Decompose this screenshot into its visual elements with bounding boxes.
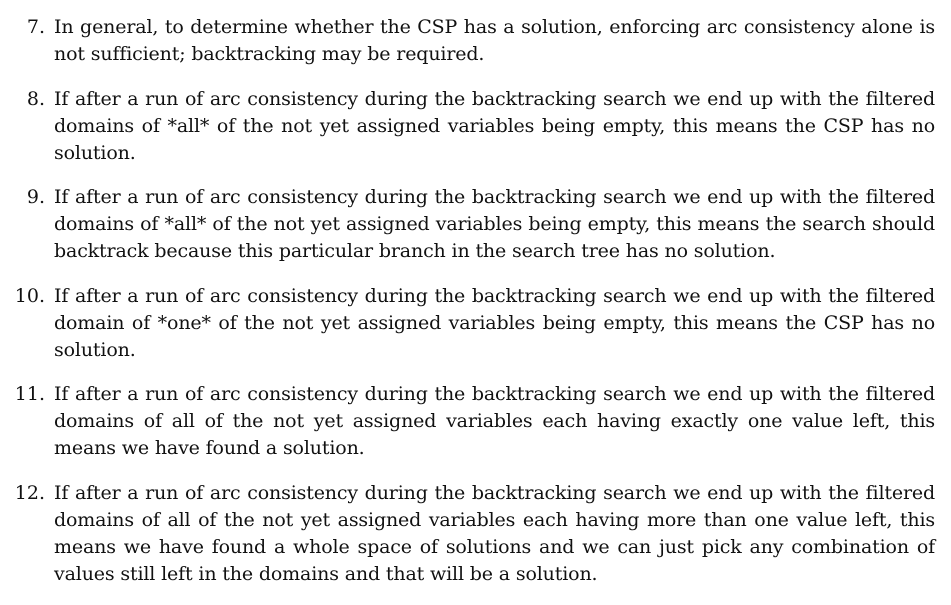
list-item-11 [0, 381, 951, 462]
item-text [54, 86, 935, 167]
question-list [0, 14, 951, 605]
item-text [54, 381, 935, 462]
text-line: solution. [54, 141, 136, 164]
item-number: 10. [14, 284, 45, 307]
text-line: values still left in the domains and that will be a solution. [54, 562, 598, 585]
item-number: 11. [14, 383, 45, 405]
item-text [54, 283, 935, 364]
list-item-8 [0, 86, 951, 167]
text-line: domains of all of the not yet assigned variables each having more than one value left, this [54, 508, 935, 531]
list-item-7 [0, 14, 951, 68]
list-item-9 [0, 184, 951, 265]
text-line: In general, to determine whether the CSP has a solution, enforcing arc consistency alone is [54, 16, 935, 38]
text-line: domains of *all* of the not yet assigned variables being empty, this means the search should [54, 213, 935, 235]
text-line: domains of *all* of the not yet assigned variables being empty, this means the CSP has no [54, 114, 935, 137]
item-number: 12. [14, 481, 45, 504]
text-line: not sufficient; backtracking may be required. [54, 43, 485, 65]
text-line: If after a run of arc consistency during the backtracking search we end up with the filtered [54, 284, 935, 307]
text-line: means we have found a whole space of solutions and we can just pick any combination of [54, 535, 935, 558]
text-line: If after a run of arc consistency during the backtracking search we end up with the filtered [54, 383, 935, 405]
list-item-12 [0, 480, 951, 588]
list-item-10 [0, 283, 951, 364]
text-line: domains of all of the not yet assigned variables each having exactly one value left, this means [54, 410, 935, 459]
text-line: domain of *one* of the not yet assigned variables being empty, this means the CSP has no [54, 311, 935, 334]
text-line: backtrack because this particular branch in the search tree has no solution. [54, 240, 776, 262]
item-text [54, 480, 935, 588]
text-line: solution. [54, 338, 136, 361]
item-number: 7. [26, 16, 45, 38]
item-number: 9. [26, 186, 45, 208]
text-line: If after a run of arc consistency during the backtracking search we end up with the filtered [54, 87, 935, 110]
text-line: we have found a solution. [121, 437, 365, 459]
item-text [54, 184, 935, 265]
item-text [54, 14, 935, 68]
item-number: 8. [26, 87, 45, 110]
text-line: If after a run of arc consistency during the backtracking search we end up with the filtered [54, 186, 935, 208]
text-line: If after a run of arc consistency during the backtracking search we end up with the filtered [54, 481, 935, 504]
